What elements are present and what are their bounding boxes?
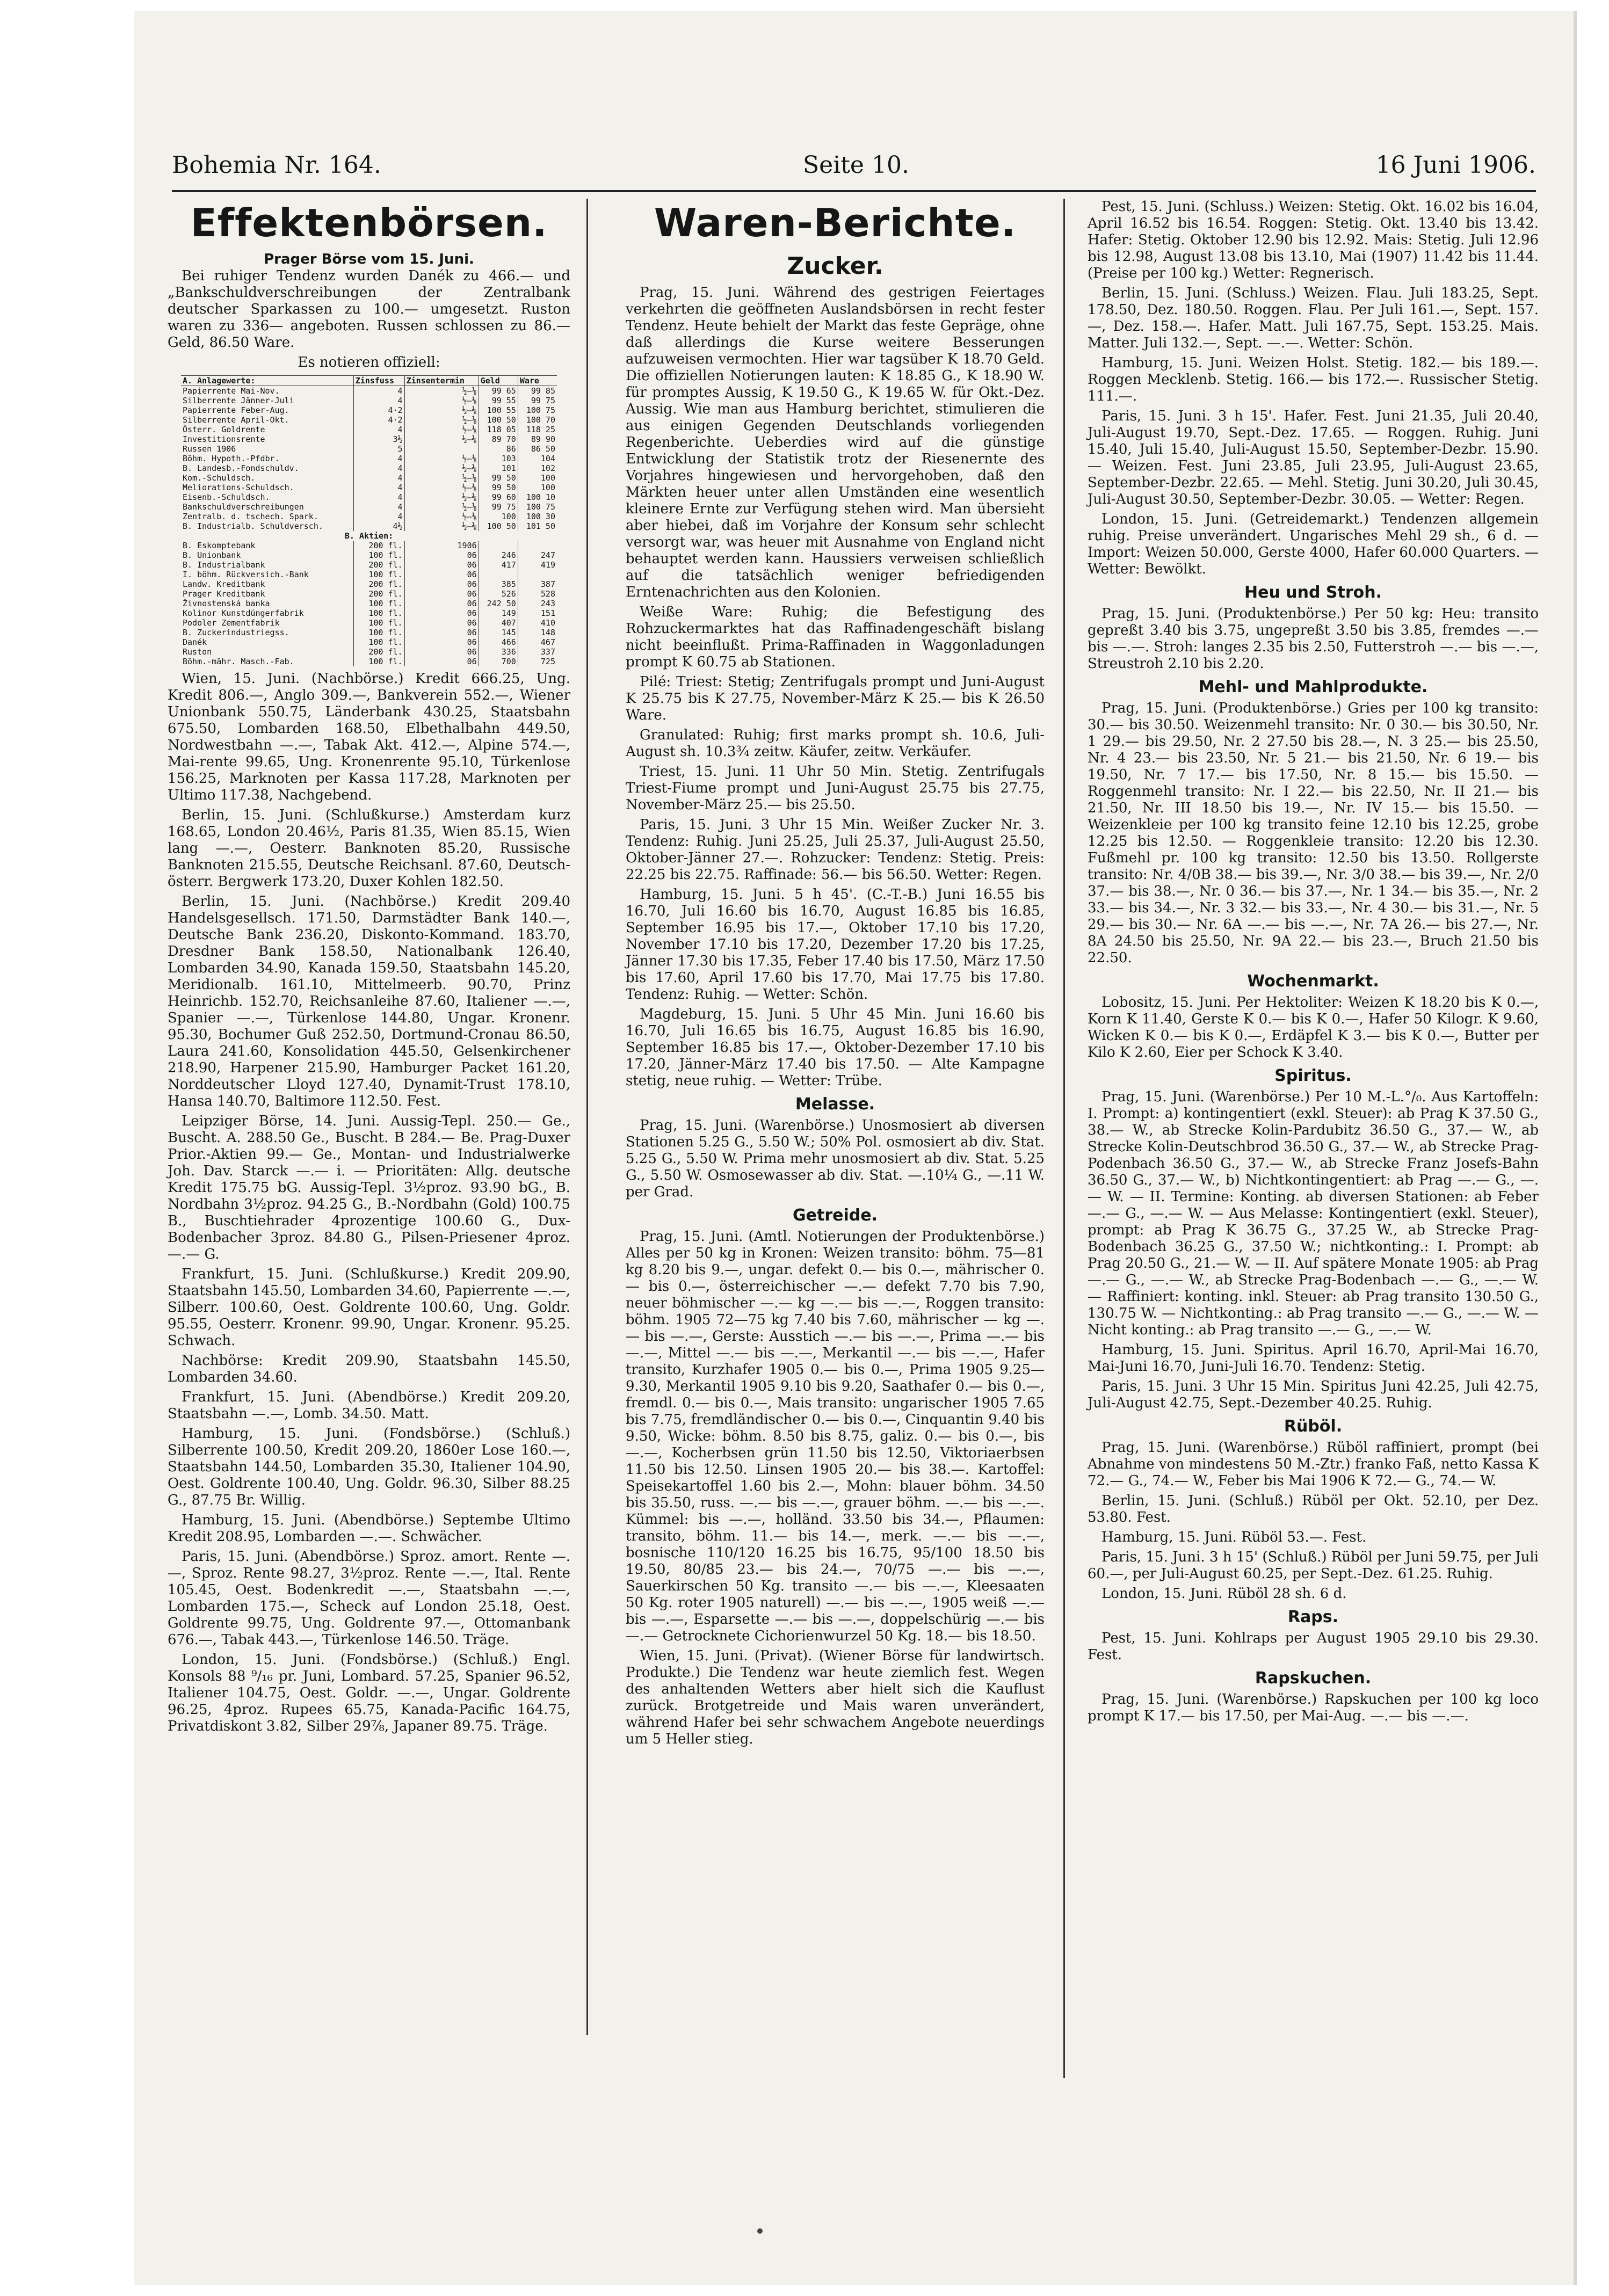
kurs-geld: 336 — [479, 647, 518, 657]
getreide-report: Wien, 15. Juni. (Privat). (Wiener Börse für landwirtsch. Produkte.) Die Tendenz war heute ziemlich fest. Wegen des anhaltenden Wetters aber hielt sich die Kauflust zurück. Brotgetreide und Mais waren unverändert, während Hafer bei sehr schwachem Angebote neuerdings um 5 Heller stieg. — [626, 1648, 1045, 1747]
kurs-ware: 247 — [518, 550, 557, 560]
kurs-ware: 467 — [518, 637, 557, 647]
mehl-report: Prag, 15. Juni. (Produktenbörse.) Gries per 100 kg transito: 30.— bis 30.50. Weizenmehl transito: Nr. 0 30.— bis 30.50, Nr. 1 29.— bis 29.50, Nr. 2 27.50 bis 28.—, N. 3 25.— bis 25.50, Nr. 4 23.— bis 23.50, Nr. 5 21.— bis 21.50, Nr. 6 19.— bis 19.50, Nr. 7 17.— bis 17.50, Nr. 8 15.— bis 15.50. — Roggenmehl transito: Nr. I 22.— bis 22.50, Nr. II 21.— bis 21.50, Nr. III 18.50 bis 19.—, Nr. IV 15.— bis 15.50. — Weizenkleie per 100 kg transito feine 12.10 bis 12.25, grobe 12.25 bis 12.50. — Roggenkleie transito: 12.20 bis 12.30. Fußmehl pr. 100 kg transito: 12.50 bis 13.50. Rollgerste transito: Nr. 4/0B 38.— bis 39.—, Nr. 3/0 38.— bis 39.—, Nr. 2/0 37.— bis 38.—, Nr. 0 36.— bis 37.—, Nr. 1 34.— bis 35.—, Nr. 2 33.— bis 34.—, Nr. 3 32.— bis 33.—, Nr. 4 30.— bis 31.—, Nr. 5 29.— bis 30.— Nr. 6A —.— bis —.—, Nr. 7A 26.— bis 27.—, Nr. 8A 24.50 bis 25.50, Nr. 9A 22.— bis 23.—, Bruch 21.50 bis 22.50. — [1088, 700, 1539, 966]
getreide-title: Getreide. — [793, 1206, 878, 1225]
spiritus-report: Hamburg, 15. Juni. Spiritus. April 16.70, April-Mai 16.70, Mai-Juni 16.70, Juni-Juli 16.70. Tendenz: Stetig. — [1088, 1342, 1539, 1375]
kurs-termin: 06 — [404, 618, 479, 628]
kurs-zinsfuss: 4·2 — [353, 415, 404, 425]
kurs-termin: ½—⅛ — [404, 502, 479, 512]
rueboel-report: Paris, 15. Juni. 3 h 15' (Schluß.) Rüböl per Juni 59.75, per Juli 60.—, per Juli-August 60.25, per Sept.-Dez. 61.25. Ruhig. — [1088, 1549, 1539, 1582]
kurs-ware: 86 50 — [518, 444, 557, 454]
kurs-head-zins: Zinsfuss — [353, 376, 404, 386]
zucker-reports — [626, 285, 1045, 1089]
binding-dot — [757, 2228, 763, 2234]
kurs-zinsfuss: 100 fl. — [353, 570, 404, 579]
kurs-termin — [404, 444, 479, 454]
kurs-zinsfuss: 4 — [353, 463, 404, 473]
kurs-geld: 99 60 — [479, 492, 518, 502]
kurs-termin: ½—⅛ — [404, 405, 479, 415]
column-waren-berichte — [626, 199, 1045, 1751]
kurs-termin: 1906 — [404, 541, 479, 550]
rueboel-report: London, 15. Juni. Rüböl 28 sh. 6 d. — [1101, 1586, 1347, 1602]
kurs-name: Podoler Zementfabrik — [183, 618, 280, 628]
kurs-termin: ½—⅛ — [404, 434, 479, 444]
kurs-geld: 99 50 — [479, 483, 518, 492]
heu-title: Heu und Stroh. — [1244, 583, 1382, 602]
kurs-ware: 410 — [518, 618, 557, 628]
kurs-termin: ½—⅛ — [404, 492, 479, 502]
zucker-report: Granulated: Ruhig; first marks prompt sh. 10.6, Juli-August sh. 10.3¾ zeitw. Käufer, zeitw. Verkäufer. — [626, 727, 1045, 760]
kurs-name: B. Industrialbank — [183, 560, 265, 570]
spiritus-report: Prag, 15. Juni. (Warenbörse.) Per 10 M.-L.°/₀. Aus Kartoffeln: I. Prompt: a) kontingentiert (exkl. Steuer): ab Prag K 37.50 G., 38.— W., ab Strecke Kolin-Pardubitz 36.50 G., 37.— W., ab Strecke Kolin-Deutschbrod 36.50 G., 37.— W., ab Strecke Prag-Podenbach 36.50 G., 37.— W., ab Strecke Franz Josefs-Bahn 36.50 G., 37.— W., b) Nichtkontingentiert: ab Prag —.— G., —.— W. — II. Termine: Konting. ab diversen Stationen: ab Feber —.— G., —.— W. — Aus Melasse: Kontingentiert (exkl. Steuer), prompt: ab Prag K 36.75 G., 37.25 W., ab Strecke Prag-Bodenbach 36.25 G., 37.50 W.; nichtkonting.: I. Prompt: ab Prag 20.50 G., 21.— W. — II. Auf spätere Monate 1905: ab Prag —.— G., —.— W., ab Strecke Prag-Bodenbach —.— G., —.— W. — Raffiniert: konting. inkl. Steuer: ab Prag transito 130.50 G., 130.75 W. — Nichtkonting.: ab Prag transito —.— G., —.— W. — Nicht konting.: ab Prag transito —.— G., —.— W. — [1088, 1089, 1539, 1338]
boersen-report: Hamburg, 15. Juni. (Abendbörse.) Septembe Ultimo Kredit 208.95, Lombarden —.—. Schwächer. — [168, 1512, 570, 1545]
kurs-name: Živnostenská banka — [183, 599, 270, 608]
kurs-geld: 101 — [479, 463, 518, 473]
kurs-termin: ½—⅛ — [404, 454, 479, 463]
table-row — [181, 473, 557, 483]
table-row — [181, 434, 557, 444]
kurs-geld: 99 50 — [479, 473, 518, 483]
header-left: Bohemia Nr. 164. — [172, 151, 381, 179]
table-row — [181, 637, 557, 647]
kurs-table — [181, 375, 557, 666]
table-row — [181, 657, 557, 666]
table-row — [181, 396, 557, 405]
newspaper-page — [134, 11, 1574, 2285]
column-markets — [1088, 199, 1539, 1728]
kurs-geld: 100 55 — [479, 405, 518, 415]
kurs-name: B. Industrialb. Schuldversch. — [183, 521, 323, 531]
table-row — [181, 502, 557, 512]
getreide-report: Prag, 15. Juni. (Amtl. Notierungen der Produktenbörse.) Alles per 50 kg in Kronen: Weizen transito: böhm. 75—81 kg 8.20 bis 9.—, ungar. defekt 0.— bis 0.—, mährischer 0.— bis 0.—, österreichischer —.— defekt 7.70 bis 7.90, neuer böhmischer —.— kg —.— bis —.—, Roggen transito: böhm. 1905 72—75 kg 7.40 bis 7.60, mährischer — kg —.— bis —.—, Gerste: Ausstich —.— bis —.—, Prima —.— bis —.—, Mittel —.— bis —.—, Merkantil —.— bis —.—, Hafer transito, Kurzhafer 1905 0.— bis 0.—, Prima 1905 9.25—9.30, Merkantil 1905 9.10 bis 9.20, Saathafer 0.— bis 0.—, fremdl. 0.— bis 0.—, Mais transito: ungarischer 1905 7.65 bis 7.75, fremdländischer 0.— bis 0.—, Cinquantin 9.40 bis 9.50, Wicke: böhm. 8.50 bis 8.75, galiz. 0.— bis 0.—, bis —.—, Kocherbsen grün 11.50 bis 12.50, Viktoriaerbsen 11.50 bis 12.50. Linsen 1905 20.— bis 38.—. Kartoffel: Speisekartoffel 1.60 bis 2.—, Mohn: blauer böhm. 34.50 bis 35.50, russ. —.— bis —.—, grauer böhm. —.— bis —.—. Kümmel: bis —.—, holländ. 33.50 bis 34.—, Pflaumen: transito, böhm. 11.— bis 14.—, merk. —.— bis —.—, bosnische 110/120 16.25 bis 16.75, 95/100 18.50 bis 19.50, 80/85 23.— bis 24.—, 70/75 —.— bis —.—, Sauerkirschen 50 Kg. transito —.— bis —.—, Kleesaaten 50 Kg. roter 1905 naturell) —.— bis —.—, 1905 weiß —.— bis —.—, Esparsette —.— bis —.—, doppelschürig —.— bis —.— Getrocknete Cichorienwurzel 50 Kg. 18.— bis 18.50. — [626, 1229, 1045, 1644]
prager-boerse-title: Prager Börse vom 15. Juni. — [264, 251, 474, 267]
rapskuchen-title: Rapskuchen. — [1255, 1669, 1372, 1688]
kurs-termin: 06 — [404, 628, 479, 637]
kurs-termin: ½—⅛ — [404, 473, 479, 483]
kurs-name: Papierrente Mai-Nov. — [183, 386, 280, 396]
rueboel-report: Hamburg, 15. Juni. Rüböl 53.—. Fest. — [1101, 1529, 1367, 1545]
zucker-report: Weiße Ware: Ruhig; die Befestigung des Rohzuckermarktes hat das Raffinadengeschäft bislang nicht beeinflußt. Prima-Raffinaden in Waggonladungen prompt K 60.75 ab Stationen. — [626, 604, 1045, 670]
kurs-ware: 100 75 — [518, 405, 557, 415]
kurs-ware: 148 — [518, 628, 557, 637]
table-row — [181, 405, 557, 415]
rueboel-report: Berlin, 15. Juni. (Schluß.) Rüböl per Okt. 52.10, per Dez. 53.80. Fest. — [1088, 1493, 1539, 1525]
kurs-geld: 99 65 — [479, 386, 518, 396]
kurs-ware: 528 — [518, 589, 557, 599]
kurs-geld: 145 — [479, 628, 518, 637]
boersen-report: Leipziger Börse, 14. Juni. Aussig-Tepl. 250.— Ge., Buscht. A. 288.50 Ge., Buscht. B 284.— Be. Prag-Duxer Prior.-Aktien 99.— Ge., Montan- und Industrialwerke Joh. Dav. Starck —.— i. — Prioritäten: Allg. deutsche Kredit 175.75 bG. Aussig-Tepl. 3½proz. 93.90 bG., B. Nordbahn 3½proz. 94.25 G., B.-Nordbahn (Gold) 100.75 B., Buschtiehrader 4prozentige 100.60 G., Dux-Bodenbacher 3proz. 84.80 G., Pilsen-Priesener 4proz. —.— G. — [168, 1113, 570, 1262]
boersen-report: Paris, 15. Juni. (Abendbörse.) Sproz. amort. Rente —.—, Sproz. Rente 98.27, 3½proz. Rente —.—, Ital. Rente 105.45, Oest. Bodenkredit —.—, Staatsbahn —.—, Lombarden 175.—, Scheck auf London 25.18, Oest. Goldrente 99.75, Ung. Goldrente 97.—, Ottomanbank 676.—, Tabak 443.—, Türkenlose 146.50. Träge. — [168, 1549, 570, 1648]
kurs-ware: 104 — [518, 454, 557, 463]
column-effektenboersen — [168, 199, 570, 1738]
boersen-report: Nachbörse: Kredit 209.90, Staatsbahn 145.50, Lombarden 34.60. — [168, 1353, 570, 1385]
kurs-name: B. Eskomptebank — [183, 541, 256, 550]
kurs-name: Österr. Goldrente — [183, 425, 265, 434]
kurs-ware: 100 30 — [518, 512, 557, 521]
boersen-report: London, 15. Juni. (Fondsbörse.) (Schluß.) Engl. Konsols 88 ⁹/₁₆ pr. Juni, Lombard. 57.25, Spanier 96.52, Italiener 104.75, Oest. Goldr. —.—, Ungar. Goldrente 96.25, 4proz. Rupees 65.75, Kanada-Pacific 164.75, Privatdiskont 3.82, Silber 29⅞, Japaner 89.75. Träge. — [168, 1652, 570, 1734]
kurs-geld: 103 — [479, 454, 518, 463]
zucker-report: Hamburg, 15. Juni. 5 h 45'. (C.-T.-B.) Juni 16.55 bis 16.70, Juli 16.60 bis 16.70, August 16.85 bis 16.85, September 16.95 bis 17.—, Oktober 17.10 bis 17.20, November 17.10 bis 17.20, Dezember 17.20 bis 17.25, Jänner 17.30 bis 17.35, Feber 17.40 bis 17.50, März 17.50 bis 17.60, April 17.60 bis 17.70, Mai 17.75 bis 17.80. Tendenz: Ruhig. — Wetter: Schön. — [626, 887, 1045, 1002]
kurs-name: Kolinor Kunstdüngerfabrik — [183, 608, 304, 618]
page-header — [172, 151, 1536, 189]
kurs-head-name: A. Anlagewerte: — [181, 376, 353, 386]
kurs-ware — [518, 570, 557, 579]
zucker-report: Prag, 15. Juni. Während des gestrigen Feiertages verkehrten die geöffneten Auslandsbörsen in recht fester Tendenz. Heute behielt der Markt das feste Gepräge, ohne daß allerdings die Kurse weitere Besserungen aufzuweisen vermochten. Hier war tagsüber K 18.70 Geld. Die offiziellen Notierungen lauten: K 18.85 G., K 18.90 W. für promptes Aussig, K 19.50 G., K 19.65 W. für Okt.-Dez. Aussig. Wie man aus Hamburg berichtet, stimulieren die aus einigen Gegenden Deutschlands vorliegenden Regenberichte. Ueberdies wird auf die günstige Entwicklung der Statistik trotz der Riesenernte des Vorjahres hingewiesen und hervorgehoben, daß den Märkten heuer unter allen Umständen eine wesentlich kleinere Ernte zur Verfügung stehen wird. Man übersieht aber hiebei, daß im Vorjahre der Konsum sehr schlecht versorgt war, was heuer mit Ausnahme von England nicht behauptet werden kann. Haussiers verweisen schließlich auf die tatsächlich weniger befriedigenden Erntenachrichten aus den Kolonien. — [626, 285, 1045, 600]
kurs-termin: ½—⅛ — [404, 415, 479, 425]
kurs-termin: ½—⅛ — [404, 521, 479, 531]
kurs-ware: 725 — [518, 657, 557, 666]
kurs-geld: 149 — [479, 608, 518, 618]
kurs-name: Papierrente Feber-Aug. — [183, 405, 289, 415]
aktien-group — [181, 531, 557, 541]
kurs-zinsfuss: 4 — [353, 425, 404, 434]
kurs-geld: 700 — [479, 657, 518, 666]
kurs-name: Russen 1906 — [183, 444, 236, 454]
kurs-zinsfuss: 100 fl. — [353, 628, 404, 637]
table-row — [181, 579, 557, 589]
kurs-ware: 100 70 — [518, 415, 557, 425]
mehl-title: Mehl- und Mahlprodukte. — [1198, 678, 1428, 696]
table-row — [181, 618, 557, 628]
kurs-termin: 06 — [404, 589, 479, 599]
market-report: Berlin, 15. Juni. (Schluss.) Weizen. Flau. Juli 183.25, Sept. 178.50, Dez. 180.50. Roggen. Flau. Per Juli 161.—, Sept. 157.—, Dez. 158.—. Hafer. Matt. Juli 167.75, Sept. 153.25. Mais. Matter. Juli 132.—, Sept. —.—. Wetter: Schön. — [1088, 285, 1539, 351]
spiritus-report: Paris, 15. Juni. 3 Uhr 15 Min. Spiritus Juni 42.25, Juli 42.75, Juli-August 42.75, Sept.-Dezember 40.25. Ruhig. — [1088, 1378, 1539, 1411]
kurs-zinsfuss: 200 fl. — [353, 579, 404, 589]
kurs-ware: 99 85 — [518, 386, 557, 396]
kurs-geld: 385 — [479, 579, 518, 589]
kurs-ware: 387 — [518, 579, 557, 589]
kurs-name: Bankschuldverschreibungen — [183, 502, 304, 512]
kurs-geld: 242 50 — [479, 599, 518, 608]
kurs-zinsfuss: 200 fl. — [353, 647, 404, 657]
table-row — [181, 628, 557, 637]
table-row — [181, 454, 557, 463]
kurs-zinsfuss: 100 fl. — [353, 618, 404, 628]
kurs-zinsfuss: 4 — [353, 386, 404, 396]
kurs-termin: ½—⅛ — [404, 512, 479, 521]
kurs-geld: 100 — [479, 512, 518, 521]
kurs-table-header — [181, 376, 557, 386]
kurs-zinsfuss: 4 — [353, 454, 404, 463]
aktien-group-row — [181, 531, 557, 541]
kurs-name: Eisenb.-Schuldsch. — [183, 492, 270, 502]
kurs-zinsfuss: 4 — [353, 473, 404, 483]
zucker-report: Triest, 15. Juni. 11 Uhr 50 Min. Stetig. Zentrifugals Triest-Fiume prompt und Juni-August 25.75 bis 27.75, November-März 25.— bis 25.50. — [626, 764, 1045, 813]
kurs-zinsfuss: 200 fl. — [353, 560, 404, 570]
kurs-ware: 101 50 — [518, 521, 557, 531]
kurs-termin: 06 — [404, 570, 479, 579]
kurs-zinsfuss: 4 — [353, 483, 404, 492]
table-row — [181, 589, 557, 599]
table-row — [181, 570, 557, 579]
kurs-zinsfuss: 4 — [353, 512, 404, 521]
table-row — [181, 560, 557, 570]
kurs-termin: 06 — [404, 647, 479, 657]
table-row — [181, 444, 557, 454]
market-report: Pest, 15. Juni. (Schluss.) Weizen: Stetig. Okt. 16.02 bis 16.04, April 16.52 bis 16.54. Roggen: Stetig. Okt. 13.40 bis 13.42. Hafer: Stetig. Oktober 12.90 bis 12.92. Mais: Stetig. Juli 12.96 bis 12.98, August 13.08 bis 13.10, Mai (1907) 11.42 bis 11.44. (Preise per 100 kg.) Wetter: Regnerisch. — [1088, 199, 1539, 281]
kurs-name: Silberrente April-Okt. — [183, 415, 289, 425]
kurs-zinsfuss: 4 — [353, 396, 404, 405]
kurs-geld: 417 — [479, 560, 518, 570]
aktien-rows — [181, 541, 557, 666]
kurs-termin: 06 — [404, 579, 479, 589]
header-right: 16 Juni 1906. — [1375, 151, 1536, 179]
kurs-geld: 99 55 — [479, 396, 518, 405]
kurs-geld: 246 — [479, 550, 518, 560]
kurs-termin: ½—⅛ — [404, 396, 479, 405]
kurs-name: Böhm. Hypoth.-Pfdbr. — [183, 454, 280, 463]
kurs-zinsfuss: 200 fl. — [353, 589, 404, 599]
header-rule — [172, 190, 1536, 192]
kurs-ware: 118 25 — [518, 425, 557, 434]
kurs-termin: ½—⅛ — [404, 463, 479, 473]
kurs-geld: 86 — [479, 444, 518, 454]
table-row — [181, 463, 557, 473]
boersen-report: Wien, 15. Juni. (Nachbörse.) Kredit 666.25, Ung. Kredit 806.—, Anglo 309.—, Bankverein 552.—, Wiener Unionbank 550.75, Länderbank 430.25, Staatsbahn 675.50, Lombarden 168.50, Elbethalbahn 449.50, Nordwestbahn —.—, Tabak Akt. 412.—, Alpine 574.—, Mai-rente 99.65, Ung. Kronenrente 95.10, Türkenlose 156.25, Marknoten per Kassa 117.28, Marknoten per Ultimo 117.38, Nachgebend. — [168, 671, 570, 803]
column-divider-1 — [586, 199, 588, 2035]
getreide-reports — [626, 1229, 1045, 1748]
kurs-zinsfuss: 4½ — [353, 521, 404, 531]
wochenmarkt-report: Lobositz, 15. Juni. Per Hektoliter: Weizen K 18.20 bis K 0.—, Korn K 11.40, Gerste K 0.— bis K 0.—, Hafer 50 Kilogr. K 9.60, Wicken K 0.— bis K 0.—, Erdäpfel K 3.— bis K 0.—, Butter per Kilo K 2.60, Eier per Schock K 3.40. — [1088, 994, 1539, 1060]
kurs-zinsfuss: 100 fl. — [353, 657, 404, 666]
kurs-name: Prager Kreditbank — [183, 589, 265, 599]
kurs-zinsfuss: 100 fl. — [353, 637, 404, 647]
kurs-zinsfuss: 4 — [353, 492, 404, 502]
kurs-head-ware: Ware — [518, 376, 557, 386]
melasse-report: Prag, 15. Juni. (Warenbörse.) Unosmosiert ab diversen Stationen 5.25 G., 5.50 W.; 50% Pol. osmosiert ab div. Stat. 5.25 G., 5.50 W. Prima mehr unosmosiert ab div. Stat. 5.25 G., 5.50 W. Osmosewasser ab div. Stat. —.10¼ G., —.11 W. per Grad. — [626, 1117, 1045, 1200]
kurs-geld: 99 75 — [479, 502, 518, 512]
rueboel-report: Prag, 15. Juni. (Warenbörse.) Rüböl raffiniert, prompt (bei Abnahme von mindestens 50 M.-Ztr.) franko Faß, netto Kassa K 72.— G., 74.— W., Feber bis Mai 1906 K 72.— G., 74.— W. — [1088, 1440, 1539, 1489]
kurs-zinsfuss: 5 — [353, 444, 404, 454]
kurs-ware: 100 75 — [518, 502, 557, 512]
zucker-report: Pilé: Triest: Stetig; Zentrifugals prompt und Juni-August K 25.75 bis K 27.75, November-März K 25.— bis K 26.50 Ware. — [626, 674, 1045, 723]
kurs-termin: 06 — [404, 550, 479, 560]
kurs-head-termin: Zinsentermin — [404, 376, 479, 386]
kurs-ware: 89 90 — [518, 434, 557, 444]
zucker-report: Paris, 15. Juni. 3 Uhr 15 Min. Weißer Zucker Nr. 3. Tendenz: Ruhig. Juni 25.25, Juli 25.37, Juli-August 25.50, Oktober-Jänner 27.—. Rohzucker: Tendenz: Stetig. Preis: 22.25 bis 22.75. Raffinade: 56.— bis 56.50. Wetter: Regen. — [626, 817, 1045, 883]
kurs-termin: 06 — [404, 599, 479, 608]
zucker-report: Magdeburg, 15. Juni. 5 Uhr 45 Min. Juni 16.60 bis 16.70, Juli 16.65 bis 16.75, August 16.85 bis 16.90, September 16.85 bis 17.—, Oktober-Dezember 17.10 bis 17.20, Jänner-März 17.40 bis 17.50. — Alte Kampagne stetig, neue ruhig. — Wetter: Trübe. — [626, 1006, 1045, 1089]
kurs-termin: 06 — [404, 657, 479, 666]
kurs-ware: 102 — [518, 463, 557, 473]
table-row — [181, 541, 557, 550]
kurs-name: B. Unionbank — [183, 550, 241, 560]
kurs-zinsfuss: 100 fl. — [353, 550, 404, 560]
kurs-ware: 337 — [518, 647, 557, 657]
wochenmarkt-title: Wochenmarkt. — [1247, 972, 1379, 991]
kurs-geld — [479, 570, 518, 579]
kurs-termin: 06 — [404, 560, 479, 570]
kurs-zinsfuss: 4·2 — [353, 405, 404, 415]
boersen-report: Frankfurt, 15. Juni. (Schlußkurse.) Kredit 209.90, Staatsbahn 145.50, Lombarden 34.60, Papierrente —.—, Silberr. 100.60, Oest. Goldrente 100.60, Ung. Goldr. 95.55, Oesterr. Kronenr. 99.90, Ungar. Kronenr. 95.25. Schwach. — [168, 1266, 570, 1349]
kurs-head-geld: Geld — [479, 376, 518, 386]
kurs-ware: 100 10 — [518, 492, 557, 502]
raps-report: Pest, 15. Juni. Kohlraps per August 1905 29.10 bis 29.30. Fest. — [1088, 1630, 1539, 1663]
prager-intro: Bei ruhiger Tendenz wurden Danék zu 466.— und „Bankschuldverschreibungen der Zentralbank deutscher Sparkassen zu 100.— umgesetzt. Ruston waren zu 336— angeboten. Russen schlossen zu 86.— Geld, 86.50 Ware. — [168, 268, 570, 351]
boersen-report: Berlin, 15. Juni. (Schlußkurse.) Amsterdam kurz 168.65, London 20.46½, Paris 81.35, Wien 85.15, Wien lang —.—, Oesterr. Banknoten 85.20, Russische Banknoten 215.55, Deutsche Reichsanl. 87.60, Deutsch-österr. Bergwerk 173.20, Duxer Kohlen 182.50. — [168, 807, 570, 890]
aktien-head: B. Aktien: — [344, 531, 394, 541]
table-row — [181, 415, 557, 425]
kurs-ware — [518, 541, 557, 550]
kurs-termin: ½—⅛ — [404, 425, 479, 434]
table-row — [181, 550, 557, 560]
kurs-geld: 100 50 — [479, 521, 518, 531]
kurs-geld: 118 05 — [479, 425, 518, 434]
anlagewerte-rows — [181, 386, 557, 532]
heu-report: Prag, 15. Juni. (Produktenbörse.) Per 50 kg: Heu: transito gepreßt 3.40 bis 3.75, ungepreßt 3.50 bis 3.85, fremdes —.— bis —.—. Stroh: langes 2.35 bis 2.50, Futterstroh —.— bis —.—, Streustroh 2.10 bis 2.20. — [1088, 606, 1539, 672]
rueboel-reports — [1088, 1440, 1539, 1602]
header-center: Seite 10. — [803, 151, 909, 179]
page-edge-shadow — [1574, 11, 1577, 2285]
zucker-title: Zucker. — [787, 252, 883, 280]
kurs-name: Danék — [183, 637, 207, 647]
table-row — [181, 425, 557, 434]
boersen-report: Hamburg, 15. Juni. (Fondsbörse.) (Schluß.) Silberrente 100.50, Kredit 209.20, 1860er Lose 160.—, Staatsbahn 144.50, Lombarden 35.30, Italiener 104.90, Oest. Goldrente 100.40, Ung. Goldr. 96.30, Silber 88.25 G., 87.75 Br. Willig. — [168, 1426, 570, 1508]
column-divider-2 — [1063, 199, 1065, 2078]
kurs-geld: 526 — [479, 589, 518, 599]
kurs-name: B. Landesb.-Fondschuldv. — [183, 463, 299, 473]
table-row — [181, 647, 557, 657]
kurs-geld: 100 50 — [479, 415, 518, 425]
kurs-ware: 243 — [518, 599, 557, 608]
boersen-report: Frankfurt, 15. Juni. (Abendbörse.) Kredit 209.20, Staatsbahn —.—, Lomb. 34.50. Matt. — [168, 1389, 570, 1422]
kurs-zinsfuss: 4 — [353, 502, 404, 512]
kurs-ware: 100 — [518, 473, 557, 483]
kurs-zinsfuss: 3½ — [353, 434, 404, 444]
kurs-zinsfuss: 100 fl. — [353, 599, 404, 608]
boersen-report: Berlin, 15. Juni. (Nachbörse.) Kredit 209.40 Handelsgesellsch. 171.50, Darmstädter Bank 140.—, Deutsche Bank 236.20, Diskonto-Kommand. 183.70, Dresdner Bank 158.50, Nationalbank 126.40, Lombarden 34.90, Kanada 159.50, Staatsbahn 145.20, Meridionalb. 161.10, Mittelmeerb. 90.70, Prinz Heinrichb. 152.70, Reichsanleihe 87.60, Italiener —.—, Spanier —.—, Türkenlose 144.80, Ungar. Kronenr. 95.30, Bochumer Guß 252.50, Dortmund-Cronau 86.50, Laura 241.60, Konsolidation 445.50, Gelsenkirchener 218.90, Harpener 215.90, Hamburger Packet 161.20, Norddeutscher Lloyd 127.40, Dynamit-Trust 178.10, Hansa 140.70, Baltimore 112.50. Fest. — [168, 893, 570, 1109]
table-row — [181, 492, 557, 502]
kurs-ware: 99 75 — [518, 396, 557, 405]
rapskuchen-report: Prag, 15. Juni. (Warenbörse.) Rapskuchen per 100 kg loco prompt K 17.— bis 17.50, per Mai-Aug. —.— bis —.—. — [1088, 1691, 1539, 1724]
raps-title: Raps. — [1287, 1608, 1339, 1626]
kurs-name: I. böhm. Rückversich.-Bank — [183, 570, 309, 579]
rueboel-title: Rüböl. — [1284, 1417, 1343, 1436]
market-report: London, 15. Juni. (Getreidemarkt.) Tendenzen allgemein ruhig. Preise unverändert. Ungarisches Mehl 29 sh., 6 d. — Import: Weizen 50.000, Gerste 4000, Hafer 60.000 Quarters. — Wetter: Bewölkt. — [1088, 511, 1539, 577]
kurs-name: Kom.-Schuldsch. — [183, 473, 256, 483]
market-report: Hamburg, 15. Juni. Weizen Holst. Stetig. 182.— bis 189.—. Roggen Mecklenb. Stetig. 166.— bis 172.—. Russischer Stetig. 111.—. — [1088, 355, 1539, 404]
kurs-termin: 06 — [404, 637, 479, 647]
spiritus-reports — [1088, 1089, 1539, 1412]
table-row — [181, 608, 557, 618]
kurs-geld: 407 — [479, 618, 518, 628]
kurs-zinsfuss: 100 fl. — [353, 608, 404, 618]
kurs-name: Silberrente Jänner-Juli — [183, 396, 294, 405]
kurs-termin: ½—⅛ — [404, 386, 479, 396]
melasse-title: Melasse. — [795, 1095, 875, 1114]
table-row — [181, 483, 557, 492]
table-row — [181, 521, 557, 531]
kurs-ware: 151 — [518, 608, 557, 618]
section-title-effekten: Effektenbörsen. — [190, 200, 548, 245]
kurs-name: Landw. Kreditbank — [183, 579, 265, 589]
kurs-ware: 100 — [518, 483, 557, 492]
kurs-geld — [479, 541, 518, 550]
kurs-geld: 89 70 — [479, 434, 518, 444]
kurs-name: B. Zuckerindustriegss. — [183, 628, 289, 637]
market-report: Paris, 15. Juni. 3 h 15'. Hafer. Fest. Juni 21.35, Juli 20.40, Juli-August 19.70, Sept.-Dez. 17.65. — Roggen. Ruhig. Juni 15.40, Juli 15.40, Juli-August 15.50, September-Dezbr. 15.90. — Weizen. Fest. Juni 23.85, Juli 23.95, Juli-August 23.65, September-Dezbr. 22.65. — Mehl. Stetig. Juni 30.20, Juli 30.45, Juli-August 30.50, September-Dezbr. 30.05. — Wetter: Regen. — [1088, 408, 1539, 507]
kurs-name: Böhm.-mähr. Masch.-Fab. — [183, 657, 294, 666]
table-row — [181, 512, 557, 521]
kurs-name: Investitionsrente — [183, 434, 265, 444]
effekten-reports — [168, 671, 570, 1735]
kurs-name: Ruston — [183, 647, 212, 657]
table-row — [181, 386, 557, 396]
kurs-name: Zentralb. d. tschech. Spark. — [183, 512, 318, 521]
kurs-geld: 466 — [479, 637, 518, 647]
table-row — [181, 599, 557, 608]
kurs-termin: 06 — [404, 608, 479, 618]
kurs-termin: ½—⅛ — [404, 483, 479, 492]
getreide-foreign-reports — [1088, 199, 1539, 578]
kurs-zinsfuss: 200 fl. — [353, 541, 404, 550]
spiritus-title: Spiritus. — [1274, 1066, 1352, 1085]
section-title-waren: Waren-Berichte. — [654, 200, 1017, 245]
kurs-name: Meliorations-Schuldsch. — [183, 483, 294, 492]
kurs-ware: 419 — [518, 560, 557, 570]
notiert-label: Es notieren offiziell: — [298, 354, 440, 370]
